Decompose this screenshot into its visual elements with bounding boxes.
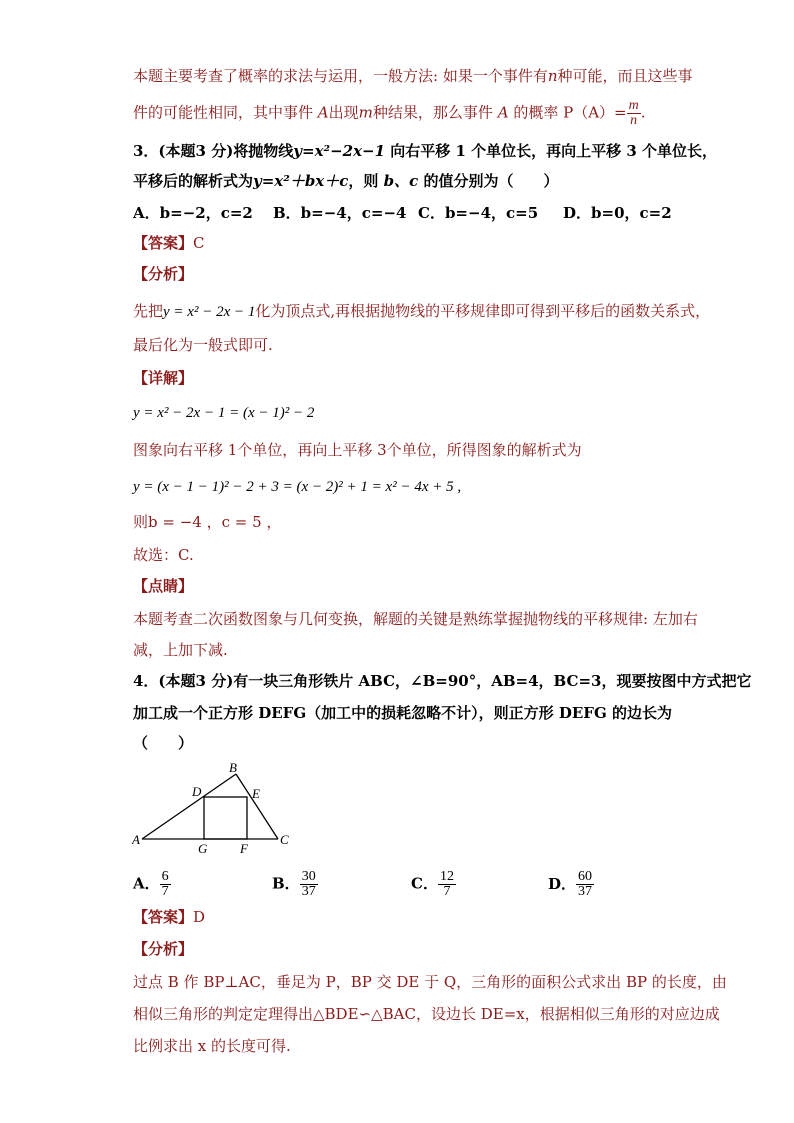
q3-detail-line-4: 则b = −4 ，c = 5 ， [133, 513, 282, 531]
q4-option-b: B． $\frac{30}{37}$ [272, 869, 316, 899]
q4-stem-line-3: （ ） [133, 734, 194, 752]
label-a: A [132, 832, 140, 847]
q3-option-a: A．b=−2，c=2 [133, 204, 253, 222]
triangle-diagram [132, 760, 302, 860]
q4-stem-line-2: 加工成一个正方形 DEFG（加工中的损耗忽略不计），则正方形 DEFG 的边长为 [133, 704, 672, 722]
label-f: F [240, 841, 248, 856]
label-b: B [229, 760, 237, 775]
q3-stem-line-1: 3．(本题3 分)将抛物线y=x²−2x−1 向右平移 1 个单位长，再向上平移 3 个单位长， [133, 142, 718, 160]
q4-analysis-line-3: 比例求出 x 的长度可得. [133, 1037, 291, 1055]
q3-detail-line-5: 故选：C. [133, 546, 194, 564]
q4-option-a: A． $\frac{6}{7}$ [133, 869, 169, 899]
side-ab [142, 774, 236, 839]
q3-detail-line-1: y = x² − 2x − 1 = (x − 1)² − 2 [133, 405, 315, 421]
prev-line-2: 件的可能性相同，其中事件 A出现m种结果，那么事件 A 的概率 P（A）= $\frac{m}{n}$ . [133, 98, 646, 128]
prev-line-1: 本题主要考查了概率的求法与运用，一般方法: 如果一个事件有n种可能，而且这些事 [133, 67, 693, 85]
q3-analysis-tag: 【分析】 [133, 265, 194, 283]
q3-detail-line-2: 图象向右平移 1个单位，再向上平移 3个单位，所得图象的解析式为 [133, 441, 582, 459]
q3-option-b: B．b=−4，c=−4 [273, 204, 407, 222]
q3-detail-tag: 【详解】 [133, 369, 194, 387]
label-g: G [198, 841, 208, 856]
label-e: E [252, 786, 260, 801]
probability-fraction: $\frac{m}{n}$ [628, 98, 639, 128]
label-d: D [192, 784, 202, 799]
q4-analysis-tag: 【分析】 [133, 940, 194, 958]
q4-stem-line-1: 4．(本题3 分)有一块三角形铁片 ABC，∠B=90°，AB=4，BC=3，现要按图中方式把它 [133, 672, 752, 690]
q3-comment-line-1: 本题考查二次函数图象与几何变换，解题的关键是熟练掌握抛物线的平移规律: 左加右 [133, 610, 698, 628]
q4-answer: 【答案】D [133, 908, 206, 926]
q3-option-c: C．b=−4，c=5 [418, 204, 539, 222]
side-bc [236, 774, 278, 839]
q3-detail-line-3: y = (x − 1 − 1)² − 2 + 3 = (x − 2)² + 1 = x² − 4x + 5 , [133, 479, 462, 495]
label-c: C [280, 832, 289, 847]
q3-answer: 【答案】C [133, 234, 205, 252]
q4-option-c: C． $\frac{12}{7}$ [411, 869, 454, 899]
q4-option-d: D． $\frac{60}{37}$ [548, 869, 593, 899]
q4-analysis-line-2: 相似三角形的判定定理得出△BDE∽△BAC，设边长 DE=x，根据相似三角形的对应边成 [133, 1005, 720, 1023]
q4-analysis-line-1: 过点 B 作 BP⊥AC，垂足为 P，BP 交 DE 于 Q，三角形的面积公式求出 BP 的长度，由 [133, 973, 727, 991]
q3-analysis-line-2: 最后化为一般式即可. [133, 336, 273, 354]
triangle-figure [132, 760, 302, 864]
q3-comment-tag: 【点睛】 [133, 577, 194, 595]
q3-option-d: D．b=0，c=2 [563, 204, 672, 222]
q4-options [133, 870, 594, 899]
q3-options [133, 203, 672, 223]
q3-stem-line-2: 平移后的解析式为y=x²＋bx＋c，则 b、c 的值分别为（ ） [133, 172, 559, 190]
q3-analysis-line-1: 先把y = x² − 2x − 1化为顶点式,再根据抛物线的平移规律即可得到平移后的函数关系式， [133, 302, 711, 320]
q3-comment-line-2: 减，上加下减. [133, 641, 228, 659]
square-defg [204, 797, 247, 839]
